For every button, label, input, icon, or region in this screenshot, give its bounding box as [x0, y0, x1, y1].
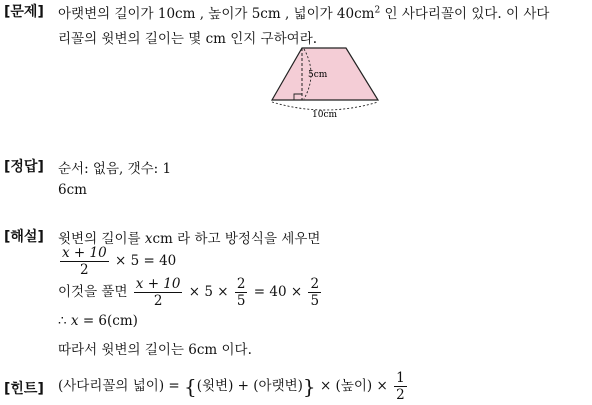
equation-2-fraction-1 [134, 277, 183, 308]
equation-2-f3-numerator: 2 [310, 276, 320, 292]
hint-fraction-numerator: 1 [396, 370, 405, 386]
equation-2-mid: × 5 × [188, 284, 229, 301]
solution-var-x-2: x [70, 313, 79, 329]
equation-1-rest: × 5 = 40 [114, 253, 177, 270]
solution-var-x: x [144, 231, 153, 247]
height-label: 5cm [308, 70, 328, 80]
solution-tag: [해설] [4, 229, 44, 245]
equation-2-f1-denominator: 2 [153, 293, 163, 310]
trapezoid-figure [266, 44, 396, 122]
answer-tag: [정답] [4, 159, 44, 175]
equation-1-numerator: x + 10 [62, 245, 107, 261]
equation-2-fraction-2 [235, 277, 248, 308]
problem-text-sup: 2 [374, 5, 381, 16]
hint-text-b: (윗변) + (아랫변) [196, 378, 303, 395]
hint-tag: [힌트] [4, 381, 44, 397]
base-label: 10cm [312, 110, 338, 120]
solution-result: = 6(cm) [82, 313, 138, 329]
equation-1-denominator: 2 [80, 262, 89, 279]
problem-text-1b: 인 사다리꼴이 있다. 이 사다 [380, 6, 550, 22]
problem-text-line-1 [58, 2, 549, 22]
hint-text-a: (사다리꼴의 넓이) = [58, 378, 180, 395]
problem-text-1a: 아랫변의 길이가 10cm , 높이가 5cm , 넓이가 40cm [58, 6, 375, 22]
solution-text-1a: 윗변의 길이를 [58, 231, 145, 247]
solution-line-5: 따라서 윗변의 길이는 6cm 이다. [58, 342, 252, 358]
hint-brace-close: } [302, 374, 316, 399]
problem-text-line-2: 리꼴의 윗변의 길이는 몇 cm 인지 구하여라. [58, 31, 318, 47]
hint-fraction [394, 371, 407, 402]
hint-brace-open: { [184, 374, 197, 399]
hint-text-c: × (높이) × [319, 378, 388, 395]
solution-equation-1 [58, 246, 176, 277]
hint-formula [58, 371, 409, 402]
equation-2-fraction-3 [308, 277, 321, 308]
equation-2-f2-denominator: 5 [236, 293, 246, 310]
equation-2-f2-numerator: 2 [236, 276, 246, 292]
answer-line-2: 6cm [58, 182, 87, 198]
hint-fraction-denominator: 2 [396, 387, 405, 404]
equation-2-equals: = 40 × [253, 284, 303, 301]
solution-equation-2 [58, 277, 323, 308]
solution-text-1b: cm 라 하고 방정식을 세우면 [152, 231, 321, 247]
equation-2-f3-denominator: 5 [310, 293, 320, 310]
equation-2-lead: 이것을 풀면 [58, 284, 128, 301]
equation-1-fraction [60, 246, 109, 277]
problem-tag: [문제] [4, 4, 44, 20]
therefore-symbol: ∴ [58, 313, 67, 329]
answer-line-1: 순서: 없음, 갯수: 1 [58, 161, 172, 177]
solution-line-4 [58, 313, 138, 329]
solution-line-1 [58, 227, 320, 247]
equation-2-f1-numerator: x + 10 [135, 276, 181, 292]
base-brace [272, 102, 378, 110]
